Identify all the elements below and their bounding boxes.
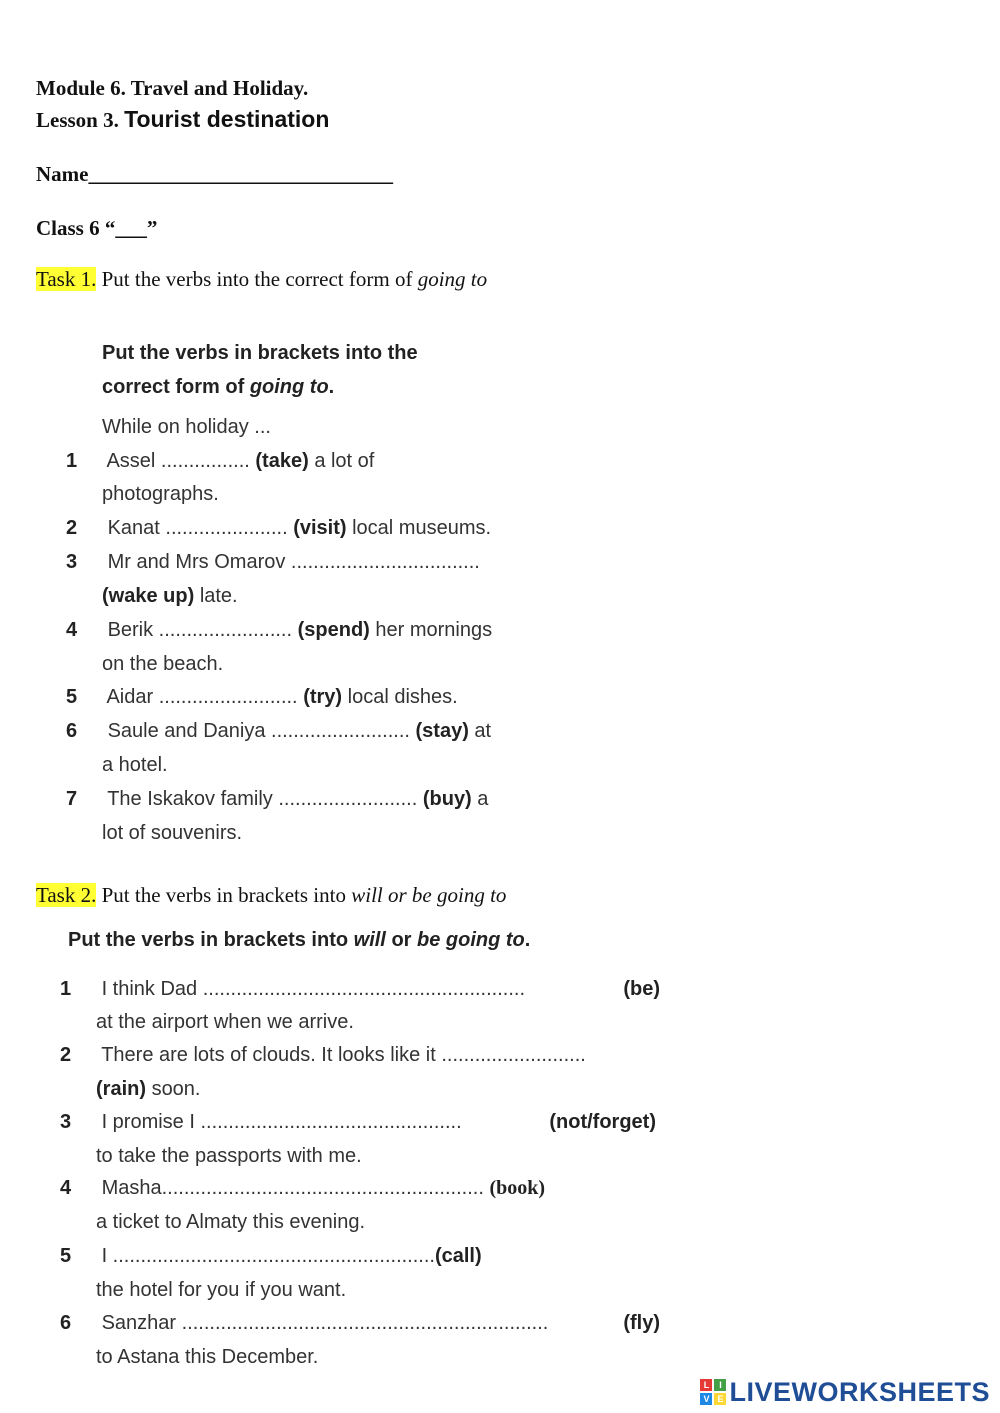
item-number: 7 (66, 788, 78, 810)
task1-item-2 (66, 517, 491, 540)
task1-item-1 (66, 450, 374, 473)
task1-item-4 (66, 619, 492, 642)
logo-mark-letter: E (714, 1393, 726, 1405)
task1-item-1-cont: photographs. (102, 483, 219, 505)
logo-mark-letter: L (700, 1379, 712, 1391)
item-blank[interactable]: Sanzhar .................................................................. (101, 1312, 549, 1334)
item-blank[interactable]: There are lots of clouds. It looks like it .......................... (101, 1044, 586, 1066)
task2-text: Put the verbs in brackets into (101, 883, 346, 907)
task2-label: Task 2. (36, 883, 97, 907)
item-number: 2 (60, 1044, 72, 1066)
task1-label: Task 1. (36, 267, 97, 291)
task1-item-6-cont: a hotel. (102, 754, 168, 776)
item-text: a (477, 788, 489, 810)
item-text: local museums. (352, 517, 492, 539)
lesson-name: Tourist destination (124, 106, 330, 132)
task1-box-title-period: . (328, 376, 335, 398)
task2-item-3 (60, 1111, 656, 1134)
item-verb: (be) (623, 978, 660, 1000)
item-verb: (wake up) (102, 585, 195, 607)
liveworksheets-logo[interactable] (700, 1375, 990, 1409)
task2-box-title-part: Put the verbs in brackets into (68, 929, 349, 951)
item-blank[interactable]: Berik ........................ (107, 619, 293, 641)
item-verb: (spend) (297, 619, 370, 641)
task1-item-5 (66, 686, 458, 709)
task2-box-title (68, 923, 530, 957)
module-title: Module 6. Travel and Holiday. (36, 76, 309, 100)
task1-intro: While on holiday ... (102, 416, 271, 438)
item-number: 4 (60, 1177, 72, 1199)
item-verb: (rain) (96, 1078, 146, 1100)
task2-box-title-or: or (391, 929, 412, 951)
item-blank[interactable]: I think Dad .......................................................... (101, 978, 526, 1000)
item-blank[interactable]: Mr and Mrs Omarov .................................. (107, 551, 480, 573)
liveworksheets-logo-icon (700, 1379, 726, 1405)
item-verb: (call) (434, 1245, 482, 1267)
task2-item-5-cont: the hotel for you if you want. (96, 1279, 347, 1301)
item-number: 5 (60, 1245, 72, 1267)
task1-box-title-italic: going to (249, 376, 329, 398)
task1-item-7-cont: lot of souvenirs. (102, 822, 243, 844)
task1-box-title-part: correct form of (102, 376, 245, 398)
item-blank[interactable]: I .......................................................... (101, 1245, 435, 1267)
item-number: 3 (60, 1111, 72, 1133)
item-text: soon. (151, 1078, 201, 1100)
logo-mark-letter: V (700, 1393, 712, 1405)
name-field[interactable]: Name_____________________________ (36, 162, 393, 186)
item-text: a lot of (314, 450, 375, 472)
item-verb: (book) (489, 1177, 546, 1199)
lesson-title (36, 106, 329, 133)
task2-item-2-cont (96, 1078, 201, 1101)
task2-box-title-going-to: be going to (417, 929, 525, 951)
task2-text-italic: will or be going to (351, 883, 507, 907)
item-number: 3 (66, 551, 78, 573)
task2-item-2 (60, 1044, 586, 1067)
item-number: 1 (60, 978, 72, 1000)
task1-instruction (36, 267, 487, 292)
item-blank[interactable]: Aidar ......................... (106, 686, 298, 708)
item-verb: (fly) (623, 1312, 660, 1334)
task2-instruction (36, 883, 506, 908)
task2-item-1 (60, 978, 660, 1001)
item-verb: (stay) (415, 720, 469, 742)
item-blank[interactable]: Masha.......................................................... (101, 1177, 484, 1199)
task2-box-title-period: . (524, 929, 531, 951)
item-verb: (visit) (293, 517, 347, 539)
task1-box-title-line1: Put the verbs in brackets into the (102, 342, 418, 364)
item-number: 4 (66, 619, 78, 641)
item-text: her mornings (375, 619, 493, 641)
task1-item-3 (66, 551, 480, 574)
item-number: 6 (66, 720, 78, 742)
task1-item-7 (66, 788, 488, 811)
item-number: 1 (66, 450, 78, 472)
task2-item-5 (60, 1245, 482, 1268)
item-number: 2 (66, 517, 78, 539)
item-blank[interactable]: Assel ................ (106, 450, 250, 472)
class-field[interactable]: Class 6 “___” (36, 216, 158, 240)
item-verb: (take) (255, 450, 309, 472)
task2-item-6-cont: to Astana this December. (96, 1346, 319, 1368)
task1-item-6 (66, 720, 491, 743)
task1-text-italic: going to (417, 267, 488, 291)
item-text: late. (199, 585, 238, 607)
task2-item-4-cont: a ticket to Almaty this evening. (96, 1211, 366, 1233)
task1-box-title-line2 (102, 370, 334, 404)
logo-mark-letter: I (714, 1379, 726, 1391)
task2-item-6 (60, 1312, 660, 1335)
item-verb: (not/forget) (549, 1111, 656, 1133)
task2-box-title-will: will (353, 929, 386, 951)
item-text: at (474, 720, 492, 742)
liveworksheets-logo-text: LIVEWORKSHEETS (729, 1376, 990, 1407)
item-text: local dishes. (347, 686, 458, 708)
task1-text: Put the verbs into the correct form of (101, 267, 413, 291)
lesson-prefix: Lesson 3. (36, 108, 119, 132)
task1-item-3-cont (102, 585, 238, 608)
task2-item-3-cont: to take the passports with me. (96, 1145, 362, 1167)
item-blank[interactable]: Saule and Daniya ......................... (107, 720, 410, 742)
item-blank[interactable]: I promise I ............................................... (101, 1111, 462, 1133)
item-blank[interactable]: Kanat ...................... (107, 517, 288, 539)
task1-item-4-cont: on the beach. (102, 653, 224, 675)
item-verb: (buy) (422, 788, 472, 810)
item-verb: (try) (303, 686, 343, 708)
item-number: 6 (60, 1312, 72, 1334)
task2-item-4 (60, 1177, 545, 1200)
task2-item-1-cont: at the airport when we arrive. (96, 1011, 354, 1033)
item-number: 5 (66, 686, 78, 708)
item-blank[interactable]: The Iskakov family ......................... (107, 788, 418, 810)
